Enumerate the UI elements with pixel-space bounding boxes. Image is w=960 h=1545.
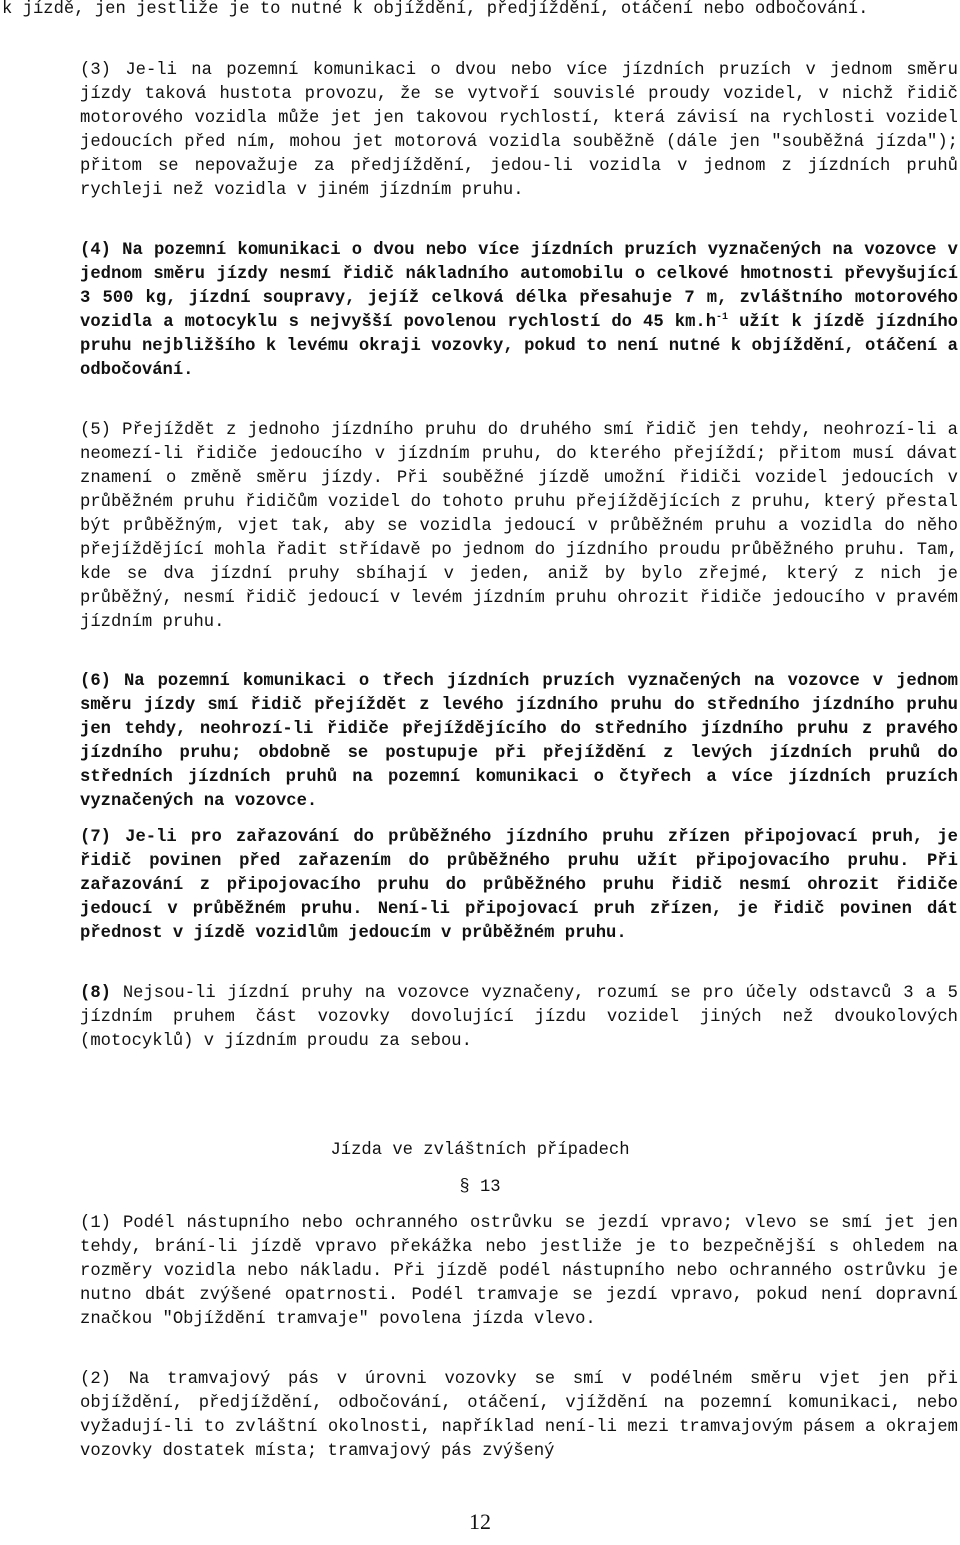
section-number: § 13 bbox=[459, 1178, 501, 1197]
paragraph-4-text-end: užít k jízdě jízdního pruhu nejbližšího k levému okraji vozovky, pokud to není nutné k objíždění, otáčení a odbočování. bbox=[80, 313, 958, 380]
paragraph-3: (3) Je-li na pozemní komunikaci o dvou nebo více jízdních pruzích v jednom směru jízdy taková hustota provozu, že se vytvoří souvislé proudy vozidel, v nichž řidič motorového vozidla může jet jen takovou rychlostí, která závisí na rychlosti vozidel jedoucích před ním, mohou jet motorová vozidla souběžně (dále jen "souběžná jízda"); přitom se nepovažuje za předjíždění, jedou-li vozidla v jednom z jízdních pruhů rychleji než vozidla v jiném jízdním pruhu. bbox=[80, 61, 958, 200]
paragraph-8-text: Nejsou-li jízdní pruhy na vozovce vyznačeny, rozumí se pro účely odstavců 3 a 5 jízdním pruhem část vozovky dovolující jízdu vozidel jiných než dvoukolových (motocyklů) v jízdním proudu za sebou. bbox=[80, 984, 958, 1051]
paragraph-8 bbox=[2, 982, 958, 1054]
intro-paragraph: k jízdě, jen jestliže je to nutné k objíždění, předjíždění, otáčení nebo odbočování. bbox=[2, 0, 869, 19]
page-number: 12 bbox=[469, 1509, 491, 1534]
paragraph-4-superscript: -1 bbox=[716, 312, 729, 323]
section-13-paragraph-1: (1) Podél nástupního nebo ochranného ostrůvku se jezdí vpravo; vlevo se smí jet jen tehdy, brání-li jízdě vpravo překážka nebo jestliže je to bezpečnější s ohledem na rozměry vozidla nebo nákladu. Při jízdě podél nástupního nebo ochranného ostrůvku je nutno dbát zvýšené opatrnosti. Podél tramvaje se jezdí vpravo, pokud není dopravní značkou "Objíždění tramvaje" povolena jízda vlevo. bbox=[80, 1214, 958, 1329]
paragraph-4 bbox=[2, 239, 958, 383]
paragraph-8-number: (8) bbox=[80, 984, 111, 1003]
paragraph-6: (6) Na pozemní komunikaci o třech jízdních pruzích vyznačených na vozovce v jednom směru jízdy smí řidič přejíždět z levého jízdního pruhu do středního jízdního pruhu jen tehdy, neohrozí-li řidiče přejíždějícího do středního jízdního pruhu z pravého jízdního pruhu; obdobně se postupuje při přejíždění z levých jízdních pruhů do středních jízdních pruhů na pozemní komunikaci o čtyřech a více jízdních pruzích vyznačených na vozovce. bbox=[80, 672, 958, 811]
section-13-paragraph-2: (2) Na tramvajový pás v úrovni vozovky se smí v podélném směru vjet jen při objíždění, předjíždění, odbočování, otáčení, vjíždění na pozemní komunikaci, nebo vyžadují-li to zvláštní okolnosti, například není-li mezi tramvajovým pásem a okrajem vozovky dostatek místa; tramvajový pás zvýšený bbox=[80, 1370, 958, 1461]
paragraph-7: (7) Je-li pro zařazování do průběžného jízdního pruhu zřízen připojovací pruh, je řidič povinen před zařazením do průběžného pruhu užít připojovacího pruhu. Při zařazování z připojovacího pruhu do průběžného pruhu řidič nesmí ohrozit řidiče jedoucí v průběžném pruhu. Není-li připojovací pruh zřízen, je řidič povinen dát přednost v jízdě vozidlům jedoucím v průběžném pruhu. bbox=[80, 828, 958, 943]
paragraph-5: (5) Přejíždět z jednoho jízdního pruhu do druhého smí řidič jen tehdy, neohrozí-li a neomezí-li řidiče jedoucího v jízdním pruhu, do kterého přejíždí; přitom musí dávat znamení o změně směru jízdy. Při souběžné jízdě umožní řidiči vozidel jedoucích v průběžném pruhu řidičům vozidel do tohoto pruhu přejíždějících z pruhu, který přestal být průběžným, vjet tak, aby se vozidla jedoucí v průběžném pruhu a vozidla do něho přejíždějící mohla řadit střídavě po jednom do jízdního proudu průběžného pruhu. Tam, kde se dva jízdní pruhy sbíhají v jeden, aniž by bylo zřejmé, který z nich je průběžný, nesmí řidič jedoucí v levém jízdním pruhu ohrozit řidiče jedoucího v pravém jízdním pruhu. bbox=[80, 421, 958, 632]
paragraph-4-text: (4) Na pozemní komunikaci o dvou nebo více jízdních pruzích vyznačených na vozovce v jednom směru jízdy nesmí řidič nákladního automobilu o celkové hmotnosti převyšující 3 500 kg, jízdní soupravy, jejíž celková délka přesahuje 7 m, zvláštního motorového vozidla a motocyklu s nejvyšší povolenou rychlostí do 45 km.h bbox=[80, 241, 958, 332]
section-heading: Jízda ve zvláštních případech bbox=[330, 1141, 630, 1160]
